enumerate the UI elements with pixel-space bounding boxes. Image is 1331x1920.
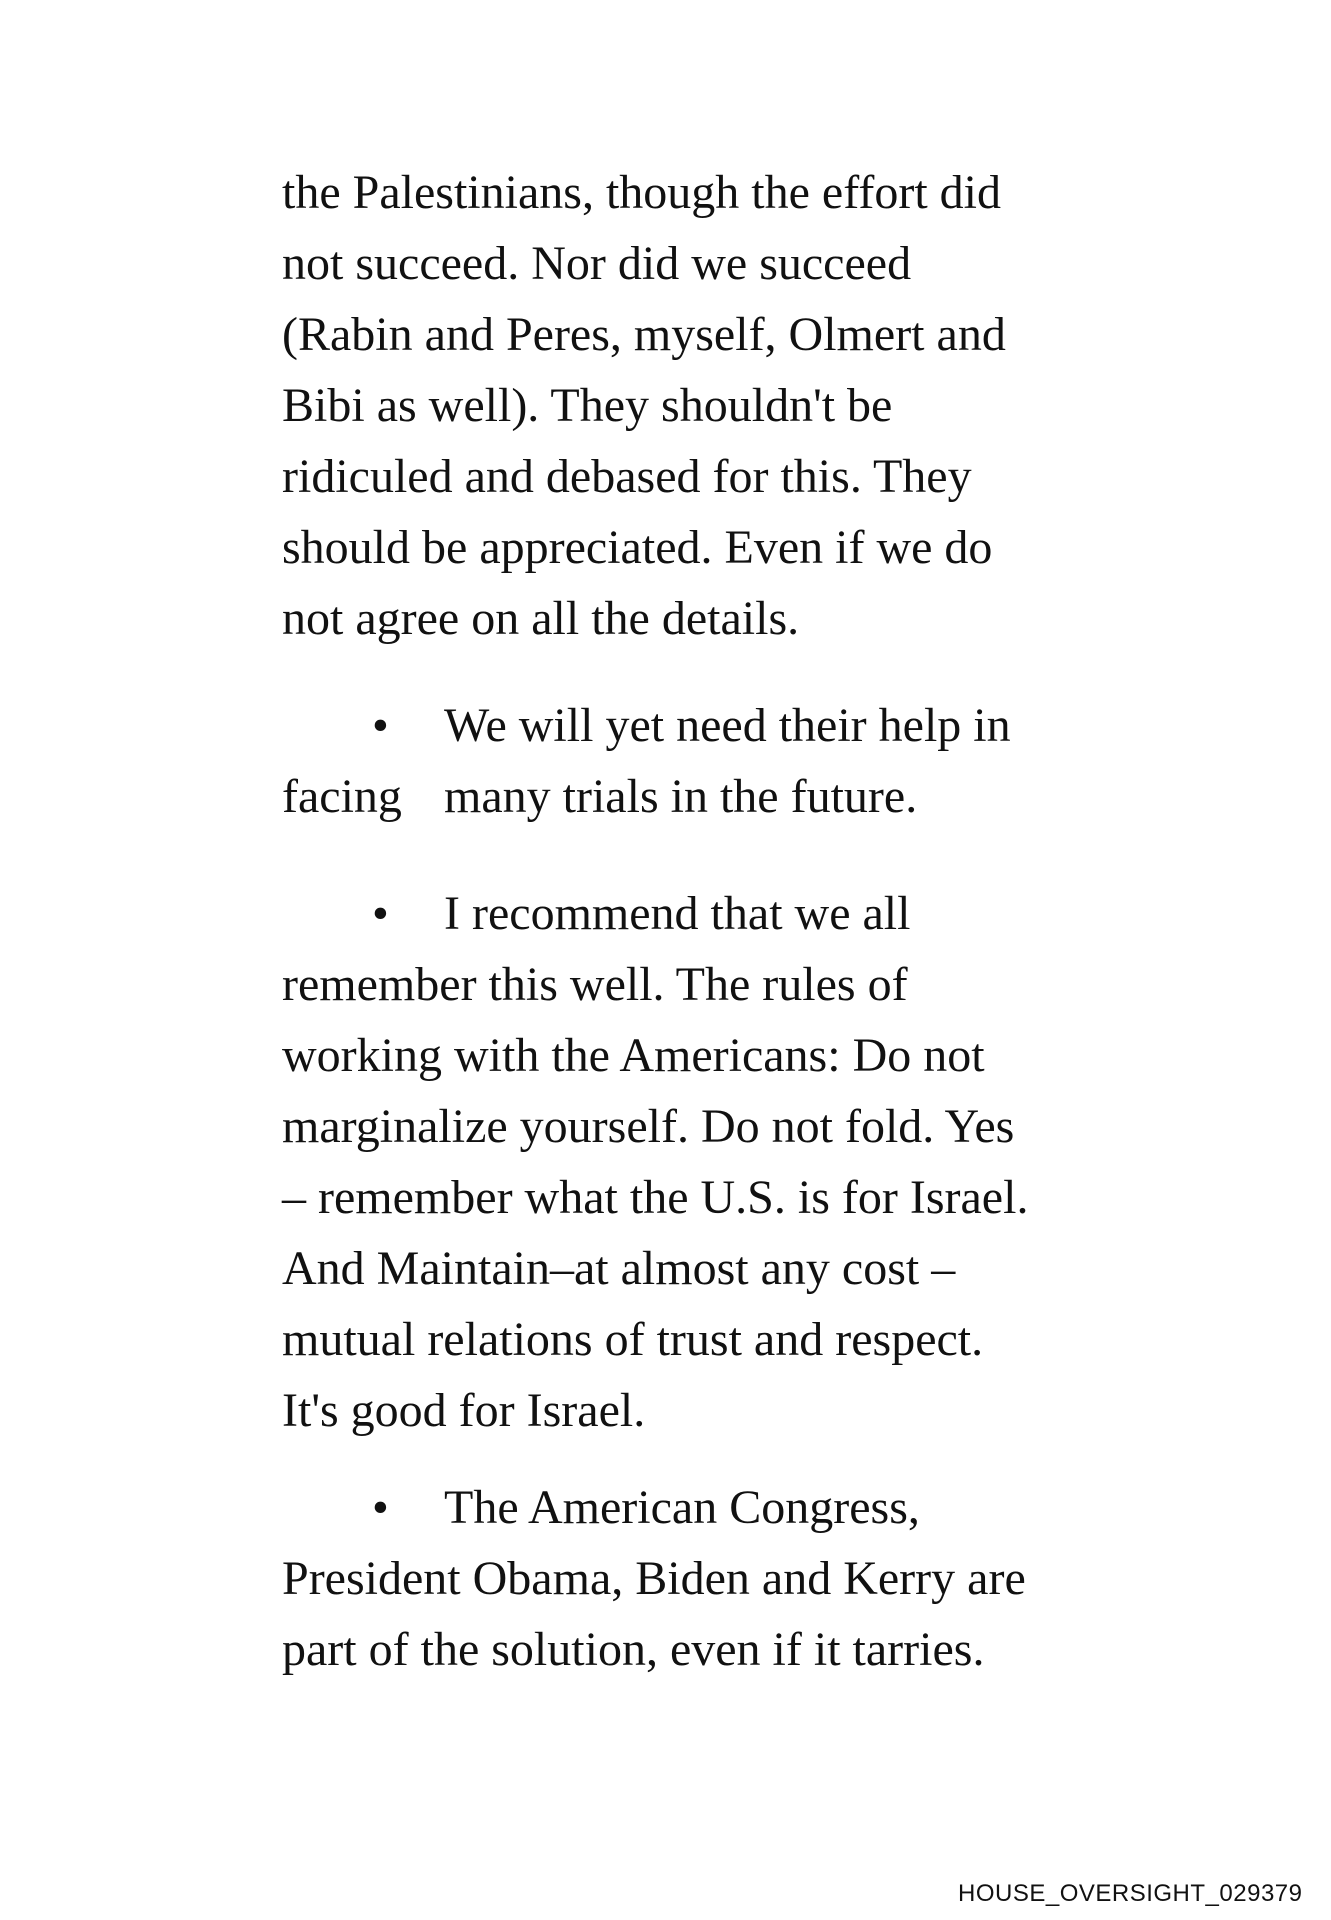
text-line: (Rabin and Peres, myself, Olmert and: [282, 308, 1006, 361]
bullet-text: We will yet need their help in: [444, 699, 1011, 752]
bullet-first-line: [282, 1472, 1142, 1543]
text-line: [282, 761, 1142, 832]
bates-number: HOUSE_OVERSIGHT_029379: [958, 1880, 1303, 1907]
bullet-marker: •: [372, 1481, 389, 1534]
text-line: part of the solution, even if it tarries.: [282, 1623, 985, 1676]
text-line: – remember what the U.S. is for Israel.: [282, 1171, 1029, 1224]
text-fragment: many trials in the future.: [444, 770, 918, 823]
bullet-item-2: [282, 878, 1142, 1446]
text-line: mutual relations of trust and respect.: [282, 1313, 984, 1366]
text-line: ridiculed and debased for this. They: [282, 450, 972, 503]
text-line: working with the Americans: Do not: [282, 1029, 985, 1082]
bullet-marker: •: [372, 887, 389, 940]
text-line: Bibi as well). They shouldn't be: [282, 379, 893, 432]
bullet-text: I recommend that we all: [444, 887, 911, 940]
bullet-first-line: [282, 878, 1142, 949]
bullet-marker: •: [372, 699, 389, 752]
bullet-item-1: [282, 690, 1142, 832]
text-fragment: facing: [282, 770, 402, 823]
text-line: It's good for Israel.: [282, 1384, 646, 1437]
intro-paragraph: [282, 157, 1142, 654]
bullet-first-line: [282, 690, 1142, 761]
text-line: not agree on all the details.: [282, 592, 800, 645]
text-line: the Palestinians, though the effort did: [282, 166, 1001, 219]
text-line: should be appreciated. Even if we do: [282, 521, 993, 574]
bullet-item-3: [282, 1472, 1142, 1685]
text-line: not succeed. Nor did we succeed: [282, 237, 912, 290]
bullet-text: The American Congress,: [444, 1481, 920, 1534]
text-line: President Obama, Biden and Kerry are: [282, 1552, 1026, 1605]
text-line: And Maintain–at almost any cost –: [282, 1242, 956, 1295]
text-line: marginalize yourself. Do not fold. Yes: [282, 1100, 1015, 1153]
text-line: remember this well. The rules of: [282, 958, 908, 1011]
